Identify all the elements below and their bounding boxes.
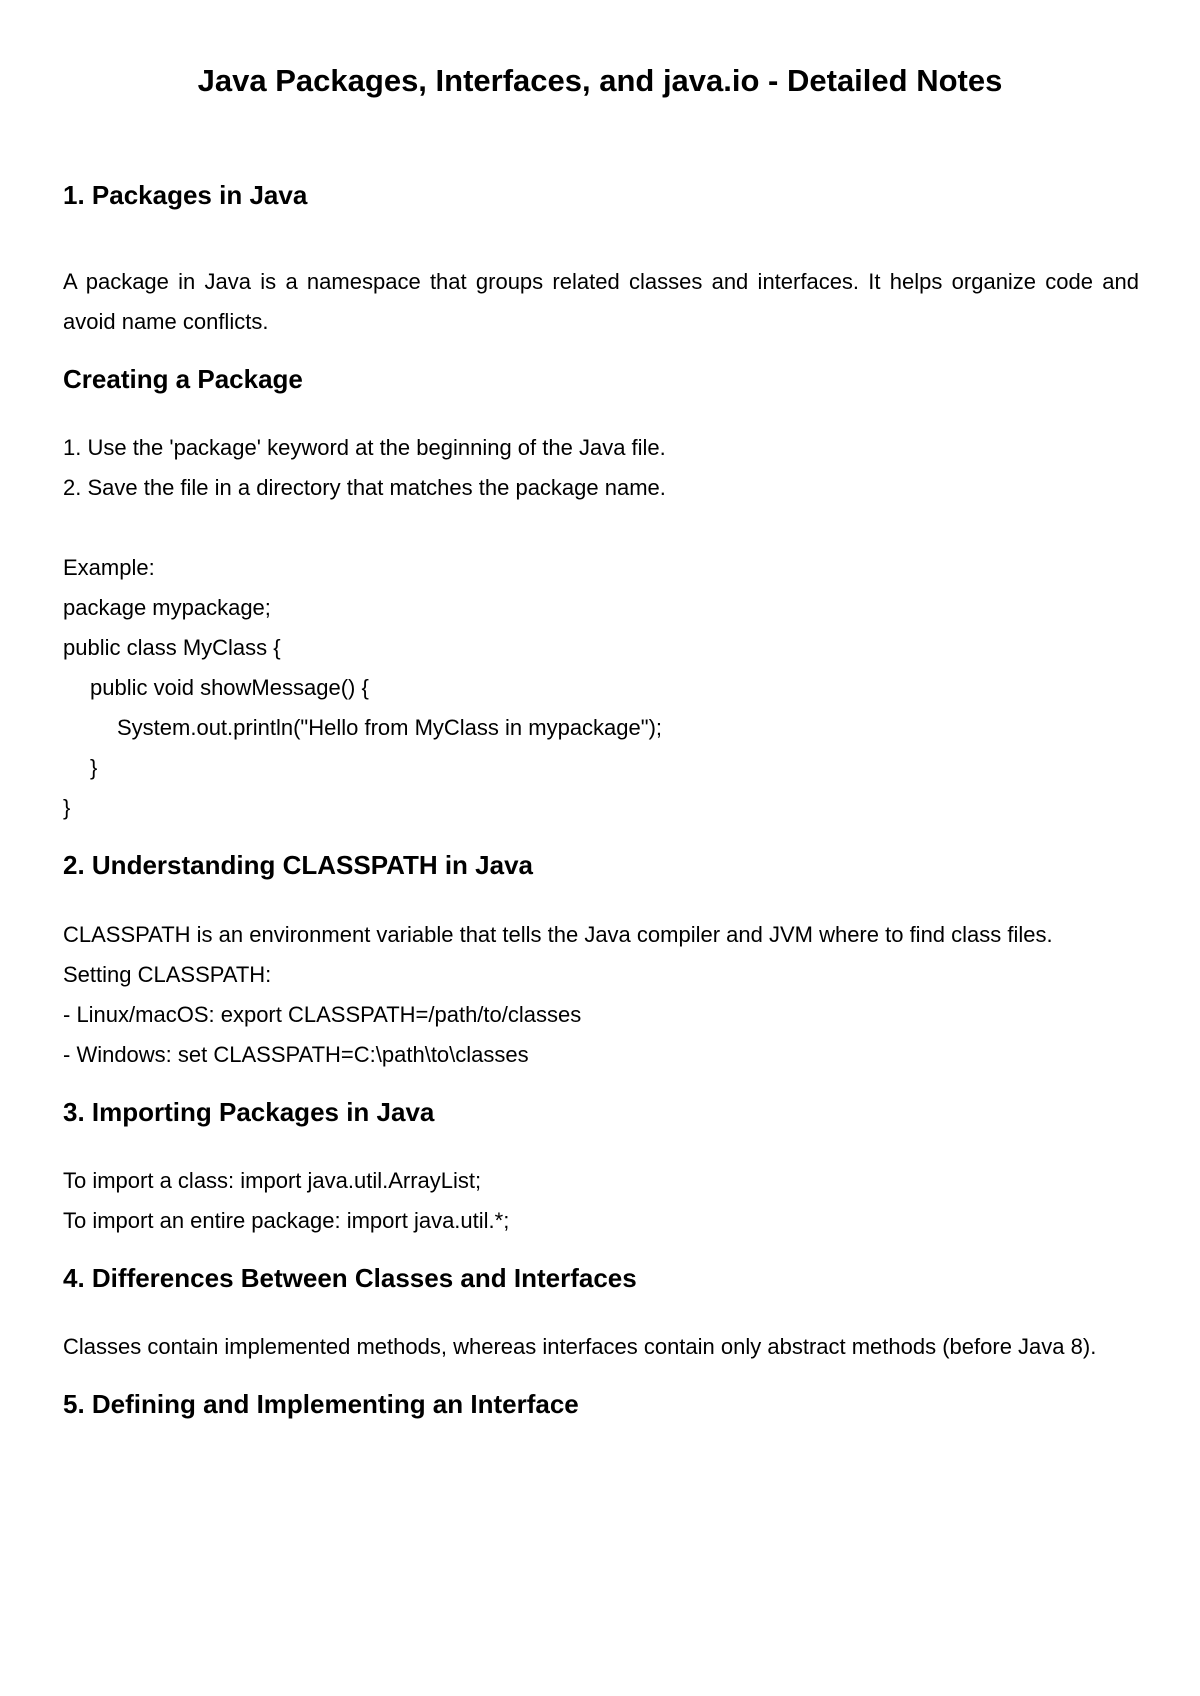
- document-content: [63, 180, 1139, 1420]
- code-line: System.out.println("Hello from MyClass in mypackage");: [117, 715, 663, 741]
- heading-packages: 1. Packages in Java: [63, 180, 308, 210]
- packages-paragraph: A package in Java is a namespace that groups related classes and interfaces. It helps organize code and avoid name conflicts.: [63, 269, 1139, 335]
- differences-paragraph: Classes contain implemented methods, whereas interfaces contain only abstract methods (before Java 8).: [63, 1333, 1097, 1359]
- heading-interface: 5. Defining and Implementing an Interface: [63, 1388, 579, 1419]
- code-line: public class MyClass {: [63, 635, 281, 661]
- code-line: }: [63, 795, 71, 821]
- step-item: 2. Save the file in a directory that matches the package name.: [63, 475, 666, 501]
- example-label: Example:: [63, 555, 155, 581]
- classpath-linux: - Linux/macOS: export CLASSPATH=/path/to/classes: [63, 1001, 582, 1027]
- document-title: Java Packages, Interfaces, and java.io - Detailed Notes: [197, 63, 1003, 98]
- code-line: package mypackage;: [63, 595, 271, 621]
- import-class-line: To import a class: import java.util.ArrayList;: [63, 1167, 482, 1193]
- code-line: }: [90, 755, 98, 781]
- code-line: public void showMessage() {: [90, 675, 369, 701]
- heading-differences: 4. Differences Between Classes and Interfaces: [63, 1262, 637, 1293]
- classpath-setting-label: Setting CLASSPATH:: [63, 961, 272, 987]
- heading-importing: 3. Importing Packages in Java: [63, 1096, 435, 1127]
- import-package-line: To import an entire package: import java.util.*;: [63, 1207, 510, 1233]
- code-example: [63, 548, 1139, 828]
- heading-creating-package: Creating a Package: [63, 364, 303, 395]
- creating-package-steps: [63, 428, 1139, 508]
- classpath-paragraph: CLASSPATH is an environment variable that tells the Java compiler and JVM where to find class files.: [63, 921, 1053, 947]
- importing-lines: [63, 1161, 1139, 1241]
- classpath-windows: - Windows: set CLASSPATH=C:\path\to\classes: [63, 1041, 529, 1067]
- heading-classpath: 2. Understanding CLASSPATH in Java: [63, 850, 534, 881]
- step-item: 1. Use the 'package' keyword at the beginning of the Java file.: [63, 435, 666, 461]
